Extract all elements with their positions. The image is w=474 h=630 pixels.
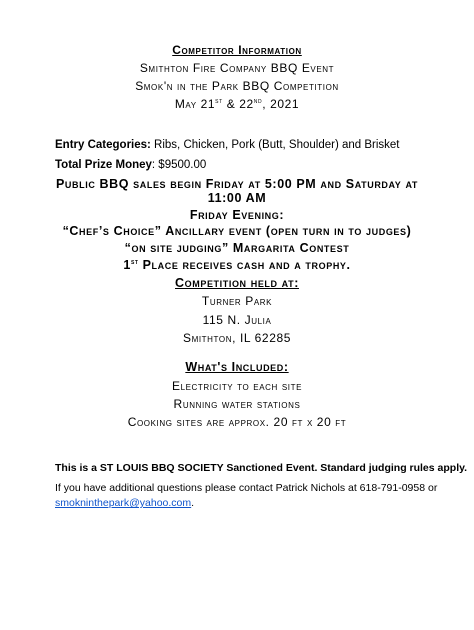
public-sales-line2: 11:00 AM [207, 191, 267, 205]
sanctioned-notice: This is a ST LOUIS BBQ SOCIETY Sanctioned Event. Standard judging rules apply. [55, 462, 468, 474]
date-year: , 2021 [262, 97, 300, 111]
included-item: Cooking sites are approx. 20 ft x 20 ft [127, 415, 347, 429]
location-street: 115 N. Julia [202, 313, 272, 327]
included-item: Running water stations [173, 397, 301, 411]
contact-line: If you have additional questions please contact Patrick Nichols at 618-791-0958 or [55, 482, 438, 494]
event-date [0, 97, 474, 111]
prize-money-value: : $9500.00 [151, 159, 207, 171]
competitor-info-heading: Competitor Information [172, 43, 302, 57]
prize-money-label: Total Prize Money [55, 159, 152, 171]
chefs-choice-event: “Chef’s Choice” Ancillary event (open turn in to judges) [62, 224, 412, 238]
public-sales-line1: Public BBQ sales begin Friday at 5:00 PM and Saturday at [55, 177, 419, 191]
email-suffix: . [191, 497, 195, 509]
date-sup-second: nd [253, 98, 263, 105]
contact-email-line [55, 497, 194, 509]
location-heading: Competition held at: [175, 276, 299, 290]
included-heading: What's Included: [185, 360, 289, 374]
event-name: Smithton Fire Company BBQ Event [139, 61, 335, 75]
competition-name: Smok'n in the Park BBQ Competition [135, 79, 339, 93]
first-place-prize [0, 258, 474, 272]
friday-evening-heading: Friday Evening: [189, 208, 285, 222]
contact-email-link[interactable]: smokninthepark@yahoo.com [55, 497, 192, 509]
first-place-sup: st [130, 258, 139, 266]
first-place-number: 1 [123, 258, 131, 272]
date-sup-first: st [215, 98, 223, 105]
entry-categories [55, 139, 400, 151]
margarita-contest: “on site judging” Margarita Contest [124, 241, 350, 255]
prize-money [55, 159, 206, 171]
first-place-text: Place receives cash and a trophy. [138, 258, 351, 272]
entry-categories-label: Entry Categories: [55, 139, 151, 151]
entry-categories-value: Ribs, Chicken, Pork (Butt, Shoulder) and Brisket [150, 139, 400, 151]
included-item: Electricity to each site [171, 379, 303, 393]
location-city: Smithton, IL 62285 [182, 331, 292, 345]
date-second-day: & 22 [222, 97, 254, 111]
date-month: May 21 [174, 97, 216, 111]
location-name: Turner Park [201, 294, 273, 308]
